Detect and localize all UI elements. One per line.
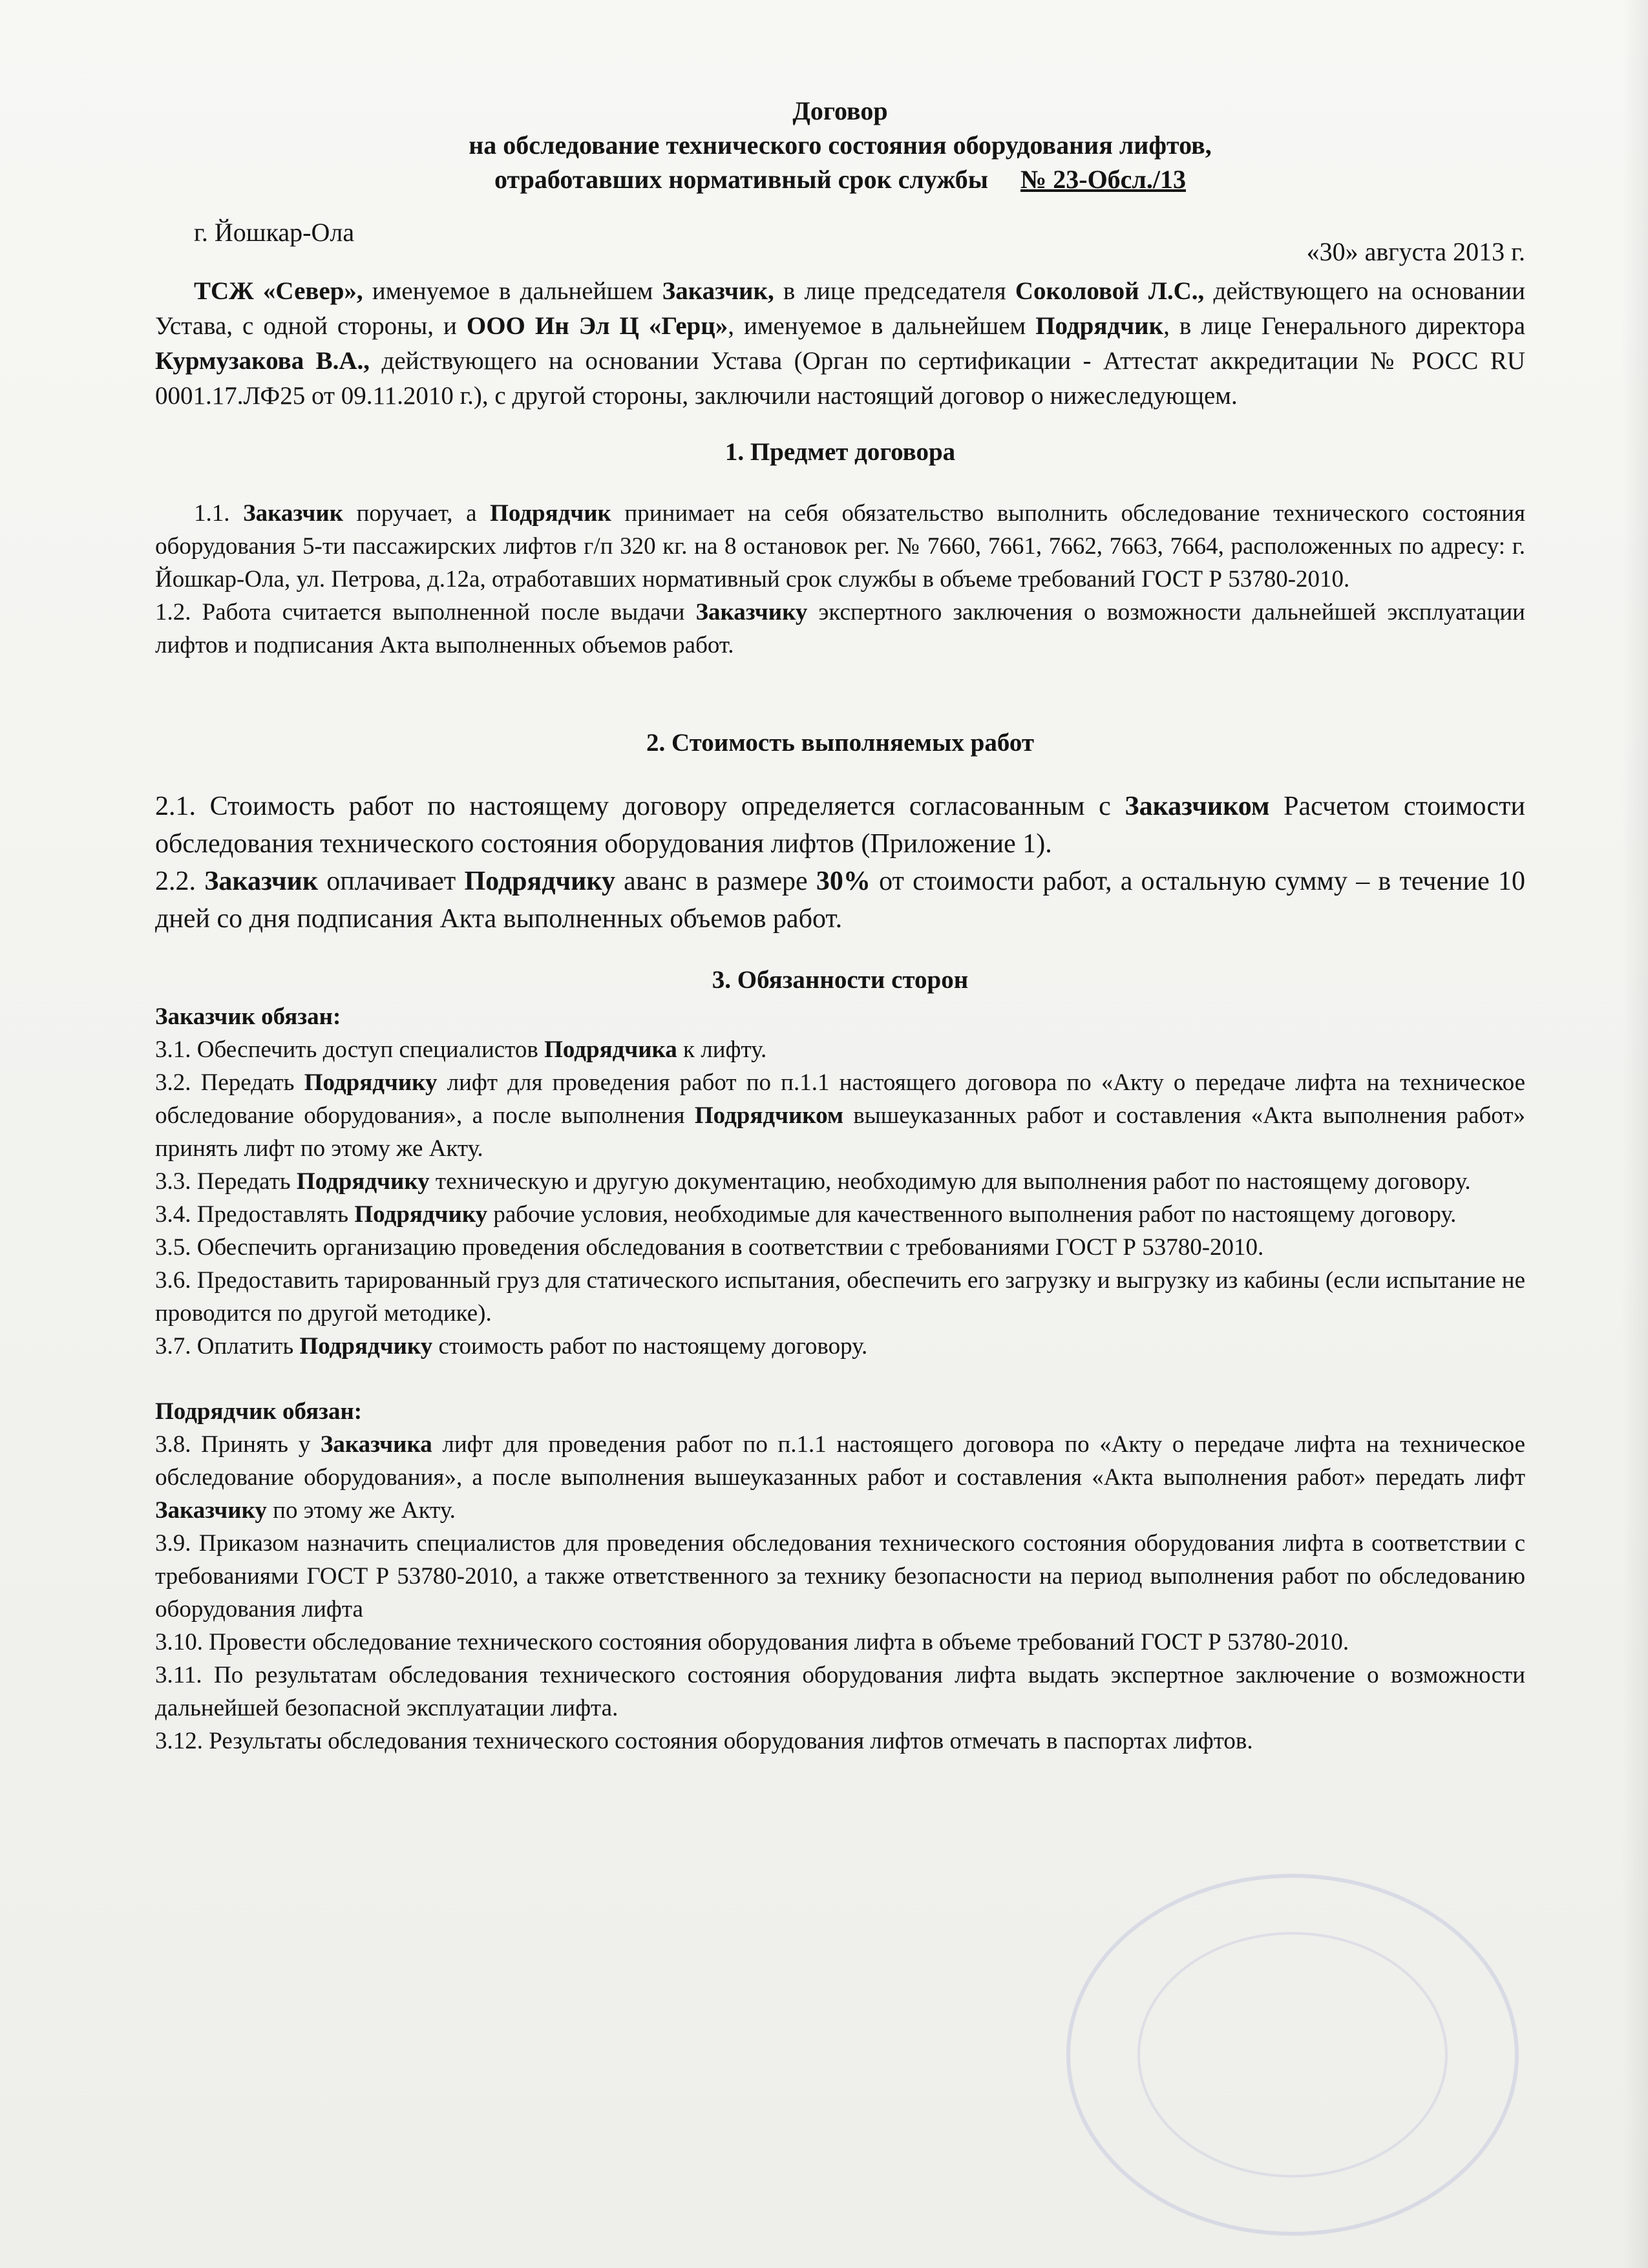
- text-run: 3.1. Обеспечить доступ специалистов: [155, 1036, 545, 1063]
- text-run: 2.2.: [155, 866, 205, 896]
- clause-3-9: [155, 1527, 1525, 1626]
- title-line-3-text: отработавших нормативный срок службы: [494, 165, 989, 194]
- bold-run: Подрядчика: [544, 1036, 677, 1063]
- clause-2-1: [155, 788, 1525, 863]
- place-date-row: [155, 216, 1525, 266]
- text-run: к лифту.: [677, 1036, 767, 1063]
- text-run: экспертного заключения о возможности дальнейшей эксплуатации лифтов и подписания Акта выполненных объемов работ.: [155, 599, 1525, 658]
- text-run: 3.2. Передать: [155, 1069, 304, 1096]
- text-run: действующего на основании Устава (Орган по сертификации - Аттестат аккредитации № РОСС RU 0001.17.ЛФ25 от 09.11.2010 г.), с другой стороны, заключили настоящий договор о нижеследующем.: [155, 347, 1525, 410]
- text-run: рабочие условия, необходимые для качественного выполнения работ по настоящему договору.: [487, 1201, 1457, 1228]
- contractor-obligations-list: [155, 1428, 1525, 1758]
- bold-run: Заказчиком: [1125, 792, 1270, 821]
- contract-date: «30» августа 2013 г.: [1306, 237, 1525, 266]
- customer-obligations-heading: Заказчик обязан:: [155, 1003, 341, 1030]
- bold-run: Заказчик: [243, 500, 344, 527]
- clause-3-3: [155, 1165, 1525, 1198]
- page-edge-shadow: [1622, 0, 1648, 2268]
- text-run: 1.2. Работа считается выполненной после выдачи: [155, 599, 696, 625]
- bold-run: ООО Ин Эл Ц «Герц»: [466, 312, 728, 340]
- clause-2-2: [155, 863, 1525, 938]
- contract-body: [155, 94, 1525, 1758]
- customer-obligations-list: [155, 1033, 1525, 1363]
- title-line-2: на обследование технического состояния оборудования лифтов,: [469, 131, 1212, 160]
- section-2-title: 2. Стоимость выполняемых работ: [646, 729, 1034, 757]
- clause-3-5: [155, 1231, 1525, 1264]
- text-run: именуемое в дальнейшем: [363, 277, 662, 305]
- text-run: 3.9. Приказом назначить специалистов для проведения обследования технического состояния оборудования лифта в соответствии с требованиями ГОСТ Р 53780-2010, а также ответственного за технику безопасности на период выполнения работ по обследованию оборудования лифта: [155, 1530, 1525, 1622]
- bold-run: Заказчик,: [662, 277, 774, 305]
- bold-run: Подрядчику: [354, 1201, 488, 1228]
- bold-run: Заказчик: [204, 866, 319, 896]
- bold-run: Подрядчику: [464, 866, 615, 896]
- contract-number: № 23-Обсл./13: [1020, 165, 1186, 194]
- clause-3-2: [155, 1066, 1525, 1165]
- text-run: 3.12. Результаты обследования технического состояния оборудования лифтов отмечать в паспортах лифтов.: [155, 1728, 1253, 1754]
- bold-run: Подрядчик: [1035, 312, 1164, 340]
- text-run: 2.1. Стоимость работ по настоящему договору определяется согласованным с: [155, 792, 1125, 821]
- text-run: 3.7. Оплатить: [155, 1333, 300, 1360]
- preamble-paragraph: [155, 274, 1525, 414]
- bold-run: Подрядчик: [490, 500, 611, 527]
- contract-city: г. Йошкар-Ола: [194, 218, 355, 247]
- text-run: , именуемое в дальнейшем: [728, 312, 1036, 340]
- text-run: по этому же Акту.: [266, 1497, 456, 1524]
- text-run: 3.10. Провести обследование технического состояния оборудования лифта в объеме требований ГОСТ Р 53780-2010.: [155, 1629, 1349, 1655]
- clause-3-7: [155, 1330, 1525, 1363]
- text-run: техническую и другую документацию, необходимую для выполнения работ по настоящему договору.: [429, 1168, 1471, 1195]
- text-run: Расчетом стоимости обследования технического состояния оборудования лифтов (Приложение 1).: [155, 792, 1525, 859]
- text-run: стоимость работ по настоящему договору.: [432, 1333, 868, 1360]
- text-run: действующего на основании Устава, с одной стороны, и: [155, 277, 1525, 340]
- clause-1-2: [155, 596, 1525, 662]
- bold-run: 30%: [816, 866, 871, 896]
- text-run: поручает, а: [343, 500, 491, 527]
- contractor-obligations-heading: Подрядчик обязан:: [155, 1398, 363, 1425]
- clause-1-1: [155, 497, 1525, 596]
- bold-run: Подрядчиком: [694, 1102, 844, 1129]
- text-run: аванс в размере: [615, 866, 816, 896]
- title-line-3: [155, 162, 1525, 196]
- section-3-title: 3. Обязанности сторон: [712, 966, 969, 994]
- title-line-1: Договор: [792, 96, 888, 125]
- text-run: лифт для проведения работ по п.1.1 настоящего договора по «Акту о передаче лифта на техническое обследование оборудования», а после выполнения вышеуказанных работ и составления «Акта выполнения работ» передать лифт: [155, 1431, 1525, 1491]
- text-run: , в лице Генерального директора: [1163, 312, 1525, 340]
- text-run: 3.4. Предоставлять: [155, 1201, 355, 1228]
- clause-3-11: [155, 1659, 1525, 1725]
- bold-run: Заказчику: [695, 599, 808, 625]
- clause-3-12: [155, 1725, 1525, 1758]
- clause-3-6: [155, 1264, 1525, 1330]
- bold-run: Заказчика: [320, 1431, 432, 1458]
- text-run: 1.1.: [194, 500, 244, 527]
- text-run: 3.8. Принять у: [155, 1431, 321, 1458]
- text-run: 3.11. По результатам обследования технического состояния оборудования лифта выдать экспертное заключение о возможности дальнейшей безопасной эксплуатации лифта.: [155, 1662, 1525, 1721]
- bold-run: Подрядчику: [296, 1168, 430, 1195]
- bold-run: Подрядчику: [299, 1333, 433, 1360]
- faint-stamp-seal-inner: [1137, 1932, 1448, 2178]
- bold-run: Подрядчику: [304, 1069, 438, 1096]
- clause-3-4: [155, 1198, 1525, 1231]
- text-run: 3.6. Предоставить тарированный груз для статического испытания, обеспечить его загрузку и выгрузку из кабины (если испытание не проводится по другой методике).: [155, 1267, 1525, 1327]
- text-run: вышеуказанных работ и составления «Акта выполнения работ» принять лифт по этому же Акту.: [155, 1102, 1525, 1162]
- text-run: лифт для проведения работ по п.1.1 настоящего договора по «Акту о передаче лифта на техническое обследование оборудования», а после выполнения: [155, 1069, 1525, 1129]
- document-title: [155, 94, 1525, 196]
- text-run: 3.3. Передать: [155, 1168, 297, 1195]
- section-1-title: 1. Предмет договора: [724, 438, 956, 466]
- text-run: принимает на себя обязательство выполнить обследование технического состояния оборудования 5-ти пассажирских лифтов г/п 320 кг. на 8 остановок рег. № 7660, 7661, 7662, 7663, 7664, расположенных по адресу: г. Йошкар-Ола, ул. Петрова, д.12а, отработавших нормативный срок службы в объеме требований ГОСТ Р 53780-2010.: [155, 500, 1526, 593]
- text-run: оплачивает: [318, 866, 465, 896]
- text-run: 3.5. Обеспечить организацию проведения обследования в соответствии с требованиями ГОСТ Р 53780-2010.: [155, 1234, 1264, 1261]
- text-run: в лице председателя: [774, 277, 1015, 305]
- clause-3-10: [155, 1626, 1525, 1659]
- clause-3-8: [155, 1428, 1525, 1527]
- text-run: от стоимости работ, а остальную сумму – в течение 10 дней со дня подписания Акта выполненных объемов работ.: [155, 866, 1526, 934]
- clause-3-1: [155, 1033, 1525, 1066]
- bold-run: Курмузакова В.А.,: [155, 347, 370, 375]
- bold-run: Заказчику: [155, 1497, 267, 1524]
- bold-run: Соколовой Л.С.,: [1015, 277, 1205, 305]
- bold-run: ТСЖ «Север»,: [194, 277, 363, 305]
